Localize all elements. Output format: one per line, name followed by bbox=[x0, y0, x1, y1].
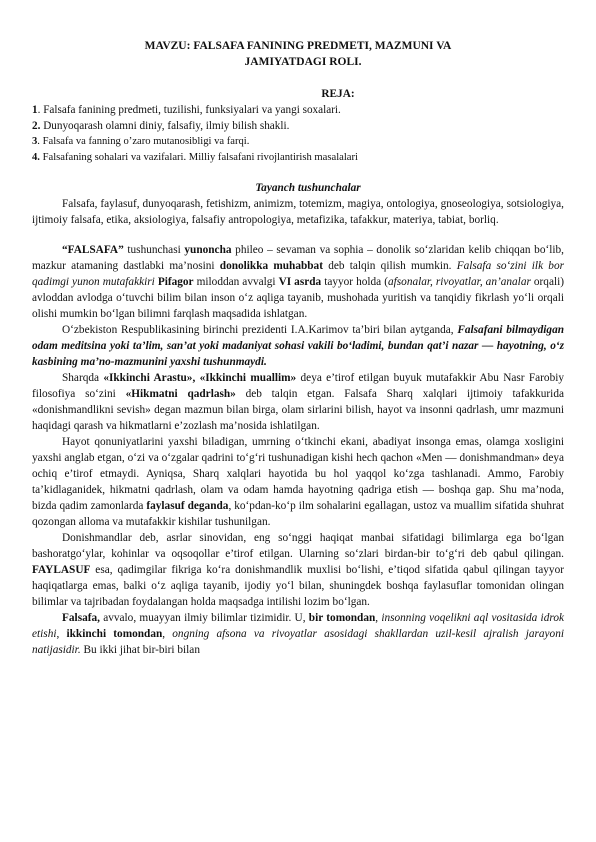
text-run: deb talqin qilish mumkin. bbox=[322, 260, 457, 272]
bold-term: VI asrda bbox=[278, 276, 322, 288]
text-run: Hayot qonuniyatlarini yaxshi biladigan, umrning o‘tkinchi ekani, abadiyat insonga emas, olamga xosligini yaxshi anglab etgan, o‘zi va o‘zgalar qadrini to‘g‘ri tushunadigan kishi hech qachon «Men — donishmandman» deya ochiq e’tirof etmaydi. Ayniqsa, Sharq xalqlari hayotida bu hol yaqqol ko‘zga tashlanadi. Ammo, Farobiy ta’kidlaganidek, hikmatni qadrlash, olam va odam hamda hayotning qadriga etish — boshqa gap. Shu ma’noda, bizda qadim zamonlarda bbox=[32, 436, 564, 512]
paragraph-farobiy bbox=[32, 370, 564, 434]
paragraph-donishmandlar bbox=[32, 530, 564, 610]
concepts-text: Falsafa, faylasuf, dunyoqarash, fetishizm, animizm, totemizm, magiya, ontologiya, gnoseologiya, sotsiologiya, ijtimoiy falsafa, etika, aksiologiya, falsafiy antropologiya, metafizika, tafakkur, materiya, tabiat, borliq. bbox=[32, 198, 564, 226]
bold-term: Pifagor bbox=[157, 276, 194, 288]
text-run: deya e’tirof etilgan buyuk mutafakkir Abu Nasr Farobiy filosofiya so‘zini bbox=[32, 372, 565, 400]
bold-term: faylasuf deganda bbox=[146, 500, 229, 512]
bold-term: Falsafa, bbox=[62, 612, 100, 624]
bold-term: FAYLASUF bbox=[32, 564, 91, 576]
italic-phrase: ongning afsona va rivoyatlar asosidagi shakllardan uzil-kesil ajralish jarayoni natijasidir. bbox=[32, 628, 564, 656]
paragraph-falsafa-term bbox=[32, 242, 564, 322]
topic-title-line1: MAVZU: FALSAFA FANINING PREDMETI, MAZMUNI VA bbox=[144, 40, 452, 52]
plan-item-text: . Falsafa fanining predmeti, tuzilishi, funksiyalari va yangi soxalari. bbox=[37, 104, 341, 116]
plan-heading: REJA: bbox=[321, 88, 355, 100]
document-page bbox=[32, 38, 564, 658]
bold-term: bir tomondan bbox=[308, 612, 376, 624]
text-run: phileo – sevaman va sophia – donolik so‘zlaridan kelib chiqqan bo‘lib, mazkur atamaning dastlabki ma’nosini bbox=[32, 244, 564, 272]
text-run: deb talqin etgan. Falsafa Sharq xalqlari ijtimoiy tafakkurida «donishmandlikni sevish» degan mazmun bilan birga, olam sirlarini bilish, hayot va insonni qadrlash, umr mazmuni haqidagi qarash va hikmatlarni e’zozlash ma’nosida ishlatilgan. bbox=[32, 388, 564, 432]
italic-phrase: afsonalar, rivoyatlar, an’analar bbox=[387, 276, 531, 288]
text-run: Sharqda bbox=[62, 372, 104, 384]
text-run: O‘zbekiston Respublikasining birinchi prezidenti I.A.Karimov ta’biri bilan aytganda, bbox=[62, 324, 458, 336]
topic-title-line2: JAMIYATDAGI ROLI. bbox=[244, 56, 362, 68]
paragraph-falsafa-definition bbox=[32, 610, 564, 658]
plan-item-text: Falsafaning sohalari va vazifalari. Milliy falsafani rivojlantirish masalalari bbox=[39, 152, 358, 163]
text-run: , bbox=[162, 628, 173, 640]
text-run: , bbox=[56, 628, 67, 640]
bold-term: donolikka muhabbat bbox=[219, 260, 323, 272]
text-run: miloddan avvalgi bbox=[193, 276, 279, 288]
spacer bbox=[32, 70, 564, 86]
spacer bbox=[32, 228, 564, 242]
bold-term: «Hikmatni qadrlash» bbox=[125, 388, 236, 400]
text-run: Bu ikki jihat bir-biri bilan bbox=[80, 644, 200, 656]
text-run: esa, qadimgilar fikriga ko‘ra donishmandlik muxlisi bo‘lishi, e’tiqod sifatida qabul qilingan tayyor haqiqatlarga emas, balki o‘z aqliga tayanib, ijodiy yo‘l bilan, shuningdek boshqa faylasuflar tomonidan olingan bilimlar va tajribadan foydalangan holda maqsadga intilishi lozim bo‘lgan. bbox=[32, 564, 564, 608]
plan-item-text: . Falsafa va fanning o’zaro mutanosibligi va farqi. bbox=[37, 136, 250, 147]
paragraph-hayot-qonuniyatlari bbox=[32, 434, 564, 530]
text-run: avvalo, muayyan ilmiy bilimlar tizimidir. U, bbox=[99, 612, 309, 624]
plan-item-number: 1 bbox=[32, 104, 38, 116]
italic-phrase: Falsafa so‘zini ilk bor qadimgi yunon mutafakkiri bbox=[32, 260, 564, 288]
text-run: , ko‘pdan-ko‘p ilm sohalarini egallagan, ustoz va muallim sifatida shuhrat qozongan alloma va mutafakkir kishilar tushunilgan. bbox=[32, 500, 564, 528]
italic-phrase: insonning voqelikni aql vositasida idrok etishi bbox=[32, 612, 564, 640]
paragraph-karimov-quote bbox=[32, 322, 564, 370]
text-run: , bbox=[375, 612, 382, 624]
plan-item-1 bbox=[32, 102, 564, 118]
concepts-heading: Tayanch tushunchalar bbox=[255, 182, 361, 194]
text-run: Donishmandlar deb, asrlar sinovidan, eng so‘nggi haqiqat manbai sifatidagi bilimlarga ega bo‘lgan bashoratgo‘ylar, kohinlar va oqsoqollar e’tirof etilgan. Ularning so‘zlari birdan-bir to‘g‘ri deb qabul qilingan. bbox=[32, 532, 564, 560]
plan-item-number: 2. bbox=[32, 120, 41, 132]
plan-item-text: Dunyoqarash olamni diniy, falsafiy, ilmiy bilish shakli. bbox=[40, 120, 290, 132]
text-run: tayyor holda ( bbox=[321, 276, 388, 288]
text-run: orqali) avloddan avlodga o‘tuvchi bilim bilan inson o‘z aqliga tayanib, mushohada yuritish va tanqidiy fikrlash yo‘li orqali olishi mumkin bo‘lgan bilimni farqlash maqsadida ishlatgan. bbox=[32, 276, 565, 320]
bold-term: yunoncha bbox=[184, 244, 232, 256]
plan-item-3 bbox=[32, 134, 564, 150]
plan-item-number: 3 bbox=[32, 136, 38, 147]
plan-item-2 bbox=[32, 118, 564, 134]
bold-italic-quote: Falsafani bilmaydigan odam meditsina yoki ta’lim, san’at yoki madaniyat sohasi vakili bo‘ladimi, bundan qat’i nazar — hayotning, o‘z kasbining ma’no-mazmunini yaxshi tushunmaydi. bbox=[32, 324, 564, 368]
plan-item-number: 4. bbox=[32, 152, 40, 163]
plan-item-4 bbox=[32, 150, 564, 166]
bold-term: «Ikkinchi Arastu», «Ikkinchi muallim» bbox=[103, 372, 297, 384]
bold-term: “FALSAFA” bbox=[62, 244, 124, 256]
text-run: tushunchasi bbox=[123, 244, 185, 256]
bold-term: ikkinchi tomondan bbox=[66, 628, 163, 640]
